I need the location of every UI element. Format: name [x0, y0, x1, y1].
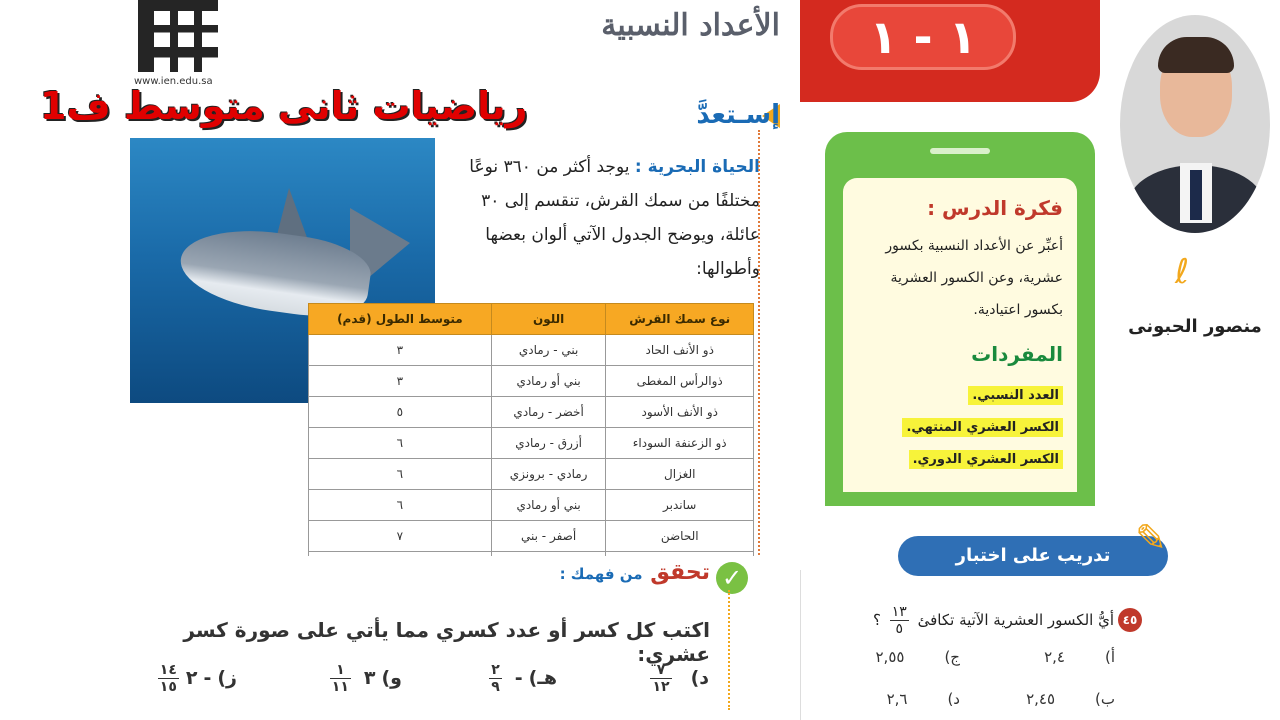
problem-whole: ٣	[363, 667, 376, 689]
vocabulary-title: المفردات	[971, 342, 1063, 366]
table-cell: الحاضن	[606, 521, 754, 552]
table-cell	[491, 552, 606, 557]
problem-fraction	[650, 662, 671, 695]
table-row	[309, 552, 754, 557]
fraction-numerator: ٢	[491, 662, 500, 678]
marine-life-heading: الحياة البحرية :	[634, 157, 760, 177]
option-value: ٢,٤٥	[1026, 690, 1056, 708]
table-cell: ٦	[309, 490, 492, 521]
table-cell: ذو الزعنفة السوداء	[606, 428, 754, 459]
option-label: ج)	[944, 648, 960, 666]
teacher-name: منصور الحبونى	[1128, 316, 1262, 337]
check-understanding-title	[520, 560, 710, 585]
fraction-numerator: ١٤	[159, 662, 177, 678]
problem-sign: -	[203, 667, 212, 689]
table-cell: ذوالرأس المغطى	[606, 366, 754, 397]
table-cell: الغزال	[606, 459, 754, 490]
lesson-number: ١ - ١	[830, 4, 1016, 70]
problem-label: هـ)	[528, 667, 557, 689]
lesson-idea-text: أعبِّر عن الأعداد النسبية بكسور عشرية، وعن الكسور العشرية بكسور اعتيادية.	[885, 238, 1063, 318]
shark-table	[308, 303, 754, 556]
lesson-idea-title: فكرة الدرس :	[927, 196, 1063, 220]
column-header: متوسط الطول (قدم)	[309, 304, 492, 335]
vocab-item: الكسر العشري الدوري.	[909, 450, 1063, 469]
option-value: ٢,٤	[1044, 648, 1065, 666]
problem-label: د)	[690, 667, 709, 689]
answer-option[interactable]	[1026, 690, 1115, 708]
answer-option[interactable]	[1044, 648, 1115, 666]
check-problem	[326, 662, 405, 695]
table-cell: ذو الأنف الحاد	[606, 335, 754, 366]
table-row	[309, 521, 754, 552]
check-instruction: اكتب كل كسر أو عدد كسري مما يأتي على صورة كسر عشري:	[183, 618, 710, 666]
problem-label: ز)	[217, 667, 237, 689]
answer-option[interactable]	[887, 690, 960, 708]
marine-life-text: يوجد أكثر من ٣٦٠ نوعًا مختلفًا من سمك القرش، تنقسم إلى ٣٠ عائلة، ويوضح الجدول الآتي ألوان بعضها وأطوالها:	[469, 157, 760, 279]
teacher-avatar	[1120, 15, 1270, 233]
fraction-numerator: ١٣	[891, 604, 907, 620]
fraction-denominator: ٩	[491, 679, 500, 695]
fraction-denominator: ١٥	[159, 679, 177, 695]
vocab-item: العدد النسبي.	[968, 386, 1063, 405]
question-number: ٤٥	[1118, 608, 1142, 632]
qr-url: www.ien.edu.sa	[134, 76, 213, 87]
table-cell: أخضر - رمادي	[491, 397, 606, 428]
channel-title: رياضيات ثانى متوسط ف1	[40, 84, 528, 128]
column-header: نوع سمك القرش	[606, 304, 754, 335]
check-icon: ✓	[716, 562, 748, 594]
marine-life-paragraph	[445, 150, 760, 286]
table-cell: ٣	[309, 335, 492, 366]
column-header: اللون	[491, 304, 606, 335]
tie-shape	[1190, 170, 1202, 220]
problem-label: و)	[381, 667, 402, 689]
test-practice-banner: تدريب على اختبار	[898, 536, 1168, 576]
table-cell: ساندبر	[606, 490, 754, 521]
problem-fraction	[330, 662, 351, 695]
table-cell: بني - رمادي	[491, 335, 606, 366]
table-cell: بني أو رمادي	[491, 366, 606, 397]
question-end: ؟	[873, 611, 881, 629]
test-practice-panel	[800, 570, 1171, 720]
option-value: ٢,٥٥	[875, 648, 905, 666]
table-cell: رمادي - برونزي	[491, 459, 606, 490]
question-stem: أيُّ الكسور العشرية الآتية تكافئ	[917, 611, 1114, 629]
lesson-idea-box	[843, 178, 1077, 492]
fraction-numerator: ٧	[650, 662, 671, 679]
problem-whole: ٢	[185, 667, 198, 689]
question-fraction	[890, 604, 909, 637]
table-cell: ذو الأنف الأسود	[606, 397, 754, 428]
signature-icon: ℓ	[1175, 252, 1190, 292]
table-cell: بني أو رمادي	[491, 490, 606, 521]
check-subtitle: من فهمك :	[559, 565, 643, 583]
table-row	[309, 335, 754, 366]
table-row	[309, 428, 754, 459]
panel-handle	[930, 148, 990, 154]
option-label: ب)	[1095, 690, 1115, 708]
check-title-text: تحقق	[650, 560, 710, 585]
answer-option[interactable]	[876, 648, 961, 666]
table-cell	[309, 552, 492, 557]
hair-shape	[1158, 37, 1234, 73]
table-cell: أزرق - رمادي	[491, 428, 606, 459]
table-cell: ٣	[309, 366, 492, 397]
question-text	[820, 604, 1114, 637]
lesson-title: الأعداد النسبية	[601, 8, 780, 43]
table-row	[309, 397, 754, 428]
fraction-denominator: ١٢	[652, 679, 670, 695]
table-cell: ٦	[309, 428, 492, 459]
problem-sign: -	[514, 667, 523, 689]
problem-fraction	[158, 662, 179, 695]
table-row	[309, 490, 754, 521]
option-label: أ)	[1104, 648, 1115, 666]
fraction-numerator: ١	[330, 662, 351, 679]
qr-code-icon	[138, 0, 218, 72]
fraction-denominator: ٥	[895, 621, 904, 637]
table-cell: ٧	[309, 521, 492, 552]
vocab-item: الكسر العشري المنتهي.	[902, 418, 1063, 437]
check-problem	[646, 662, 712, 695]
table-cell: أصفر - بني	[491, 521, 606, 552]
qr-code-area	[130, 0, 230, 95]
table-cell: ٦	[309, 459, 492, 490]
table-row	[309, 366, 754, 397]
warmup-label: إسـتعدَّ	[696, 100, 780, 130]
table-row	[309, 459, 754, 490]
problem-fraction	[489, 662, 502, 695]
shark-table-container	[300, 300, 760, 556]
check-problem	[154, 662, 240, 695]
check-problem	[485, 662, 560, 695]
table-header-row	[309, 304, 754, 335]
table-cell: ٥	[309, 397, 492, 428]
lesson-idea-panel	[825, 132, 1095, 506]
option-label: د)	[947, 690, 960, 708]
fraction-denominator: ١١	[331, 679, 349, 695]
option-value: ٢,٦	[886, 690, 908, 708]
dotted-divider	[728, 590, 730, 710]
table-cell	[606, 552, 754, 557]
pencil-icon: ✎	[1135, 516, 1167, 560]
